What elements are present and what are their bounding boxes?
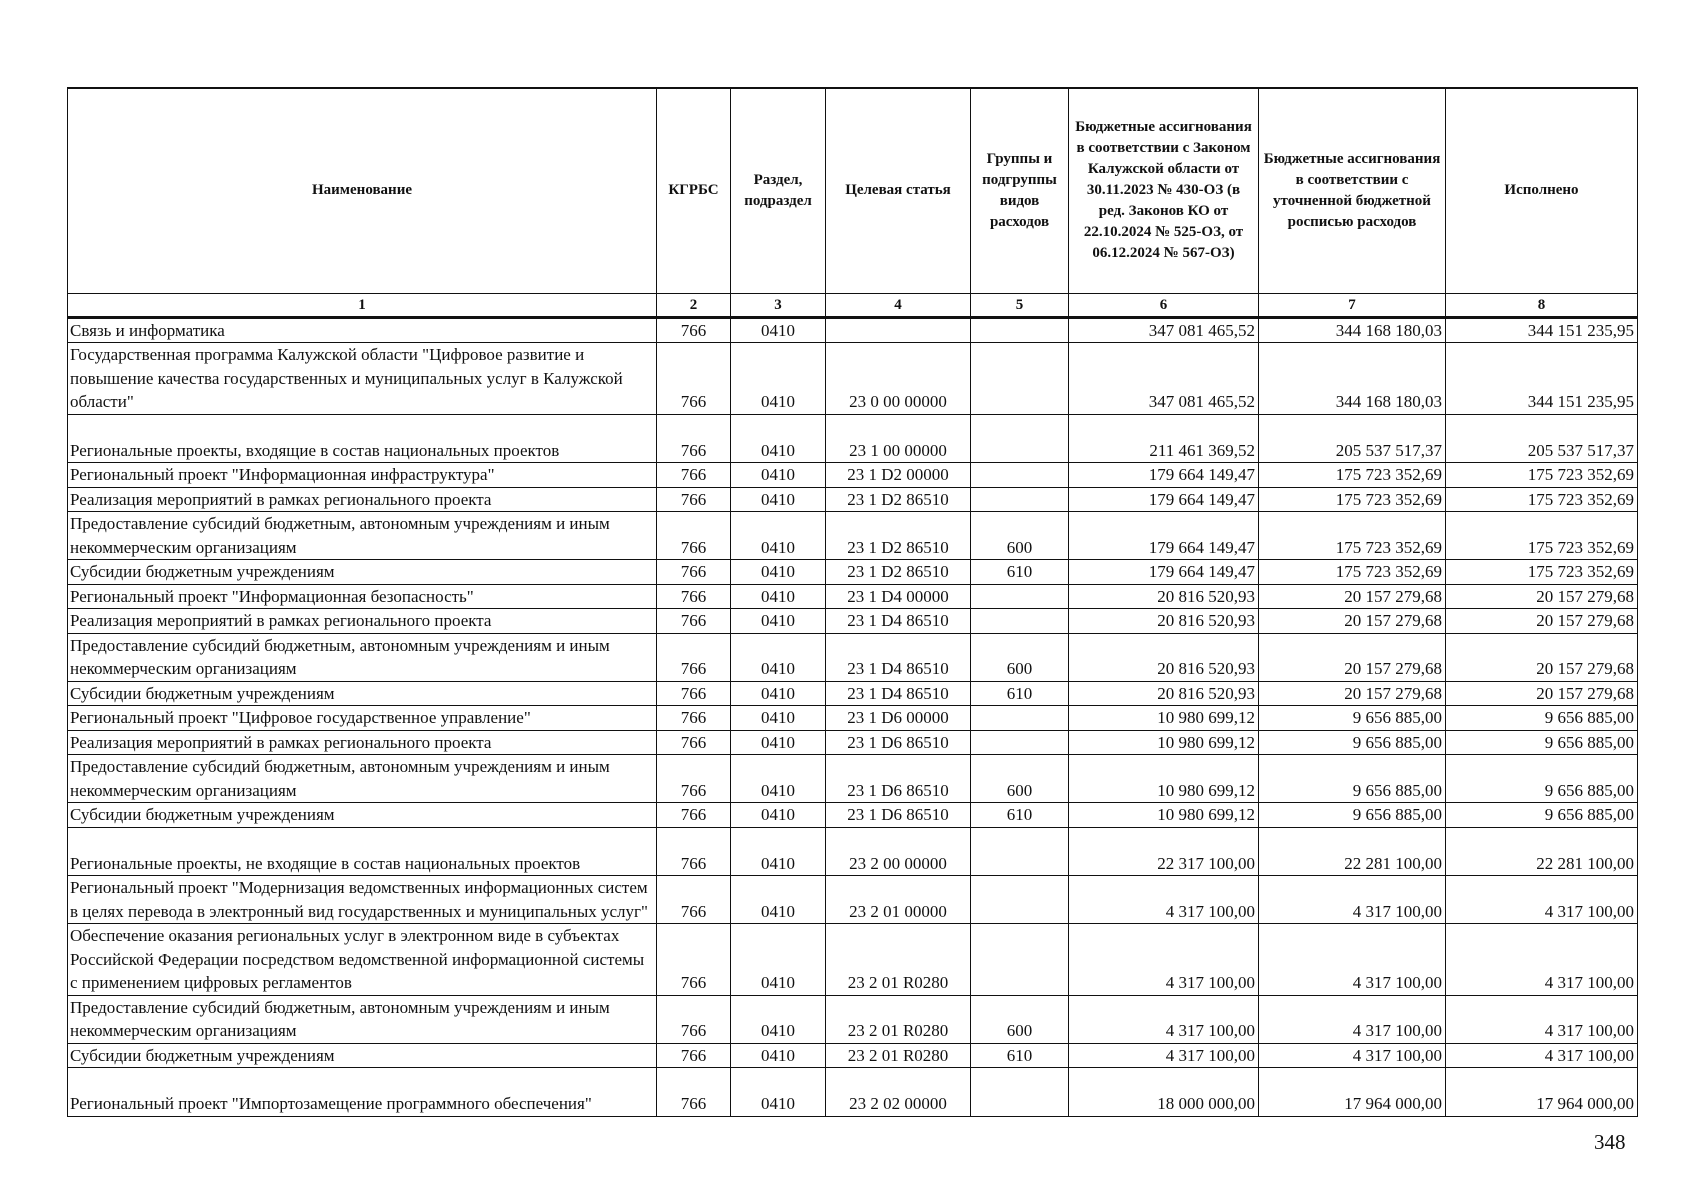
row-refined-amount-cell: 4 317 100,00 xyxy=(1259,995,1446,1043)
row-target-article-cell: 23 1 D6 86510 xyxy=(826,730,971,755)
row-refined-amount-cell: 4 317 100,00 xyxy=(1259,924,1446,996)
row-target-article-cell: 23 1 D6 86510 xyxy=(826,803,971,828)
row-expense-group-cell xyxy=(971,414,1069,463)
row-law-amount-cell: 10 980 699,12 xyxy=(1069,755,1259,803)
row-target-article-cell: 23 1 D4 86510 xyxy=(826,633,971,681)
row-kgrbs-cell: 766 xyxy=(657,803,731,828)
row-refined-amount-cell: 4 317 100,00 xyxy=(1259,876,1446,924)
row-razdel-cell: 0410 xyxy=(731,1043,826,1068)
row-refined-amount-cell: 20 157 279,68 xyxy=(1259,633,1446,681)
row-name-cell: Предоставление субсидий бюджетным, автономным учреждениям и иным некоммерческим организациям xyxy=(68,512,657,560)
row-razdel-cell: 0410 xyxy=(731,827,826,876)
row-executed-amount-cell: 9 656 885,00 xyxy=(1446,706,1638,731)
row-razdel-cell: 0410 xyxy=(731,924,826,996)
row-kgrbs-cell: 766 xyxy=(657,560,731,585)
row-law-amount-cell: 211 461 369,52 xyxy=(1069,414,1259,463)
row-expense-group-cell xyxy=(971,609,1069,634)
table-row xyxy=(68,487,1638,512)
row-kgrbs-cell: 766 xyxy=(657,487,731,512)
col-number: 3 xyxy=(731,293,826,317)
row-razdel-cell: 0410 xyxy=(731,755,826,803)
row-law-amount-cell: 179 664 149,47 xyxy=(1069,487,1259,512)
row-kgrbs-cell: 766 xyxy=(657,924,731,996)
col-number: 5 xyxy=(971,293,1069,317)
row-target-article-cell: 23 2 02 00000 xyxy=(826,1068,971,1117)
row-law-amount-cell: 10 980 699,12 xyxy=(1069,730,1259,755)
row-target-article-cell: 23 1 D4 86510 xyxy=(826,681,971,706)
row-name-cell: Региональный проект "Информационная инфраструктура" xyxy=(68,463,657,488)
row-kgrbs-cell: 766 xyxy=(657,584,731,609)
row-kgrbs-cell: 766 xyxy=(657,343,731,415)
row-razdel-cell: 0410 xyxy=(731,1068,826,1117)
table-row xyxy=(68,755,1638,803)
row-target-article-cell: 23 2 01 R0280 xyxy=(826,1043,971,1068)
table-row xyxy=(68,609,1638,634)
row-executed-amount-cell: 9 656 885,00 xyxy=(1446,803,1638,828)
col-number: 7 xyxy=(1259,293,1446,317)
page-number: 348 xyxy=(1594,1130,1626,1154)
row-razdel-cell: 0410 xyxy=(731,730,826,755)
row-target-article-cell: 23 2 00 00000 xyxy=(826,827,971,876)
row-refined-amount-cell: 9 656 885,00 xyxy=(1259,706,1446,731)
row-razdel-cell: 0410 xyxy=(731,487,826,512)
row-target-article-cell: 23 1 D2 00000 xyxy=(826,463,971,488)
row-target-article-cell: 23 2 01 00000 xyxy=(826,876,971,924)
table-body xyxy=(68,317,1638,1116)
row-expense-group-cell: 600 xyxy=(971,512,1069,560)
row-law-amount-cell: 10 980 699,12 xyxy=(1069,706,1259,731)
row-target-article-cell: 23 2 01 R0280 xyxy=(826,924,971,996)
col-header-kgrbs: КГРБС xyxy=(657,88,731,293)
row-law-amount-cell: 4 317 100,00 xyxy=(1069,876,1259,924)
row-name-cell: Обеспечение оказания региональных услуг в электронном виде в субъектах Российской Федерации посредством ведомственной информационной системы с применением цифровых регламентов xyxy=(68,924,657,996)
row-name-cell: Реализация мероприятий в рамках регионального проекта xyxy=(68,487,657,512)
row-executed-amount-cell: 175 723 352,69 xyxy=(1446,560,1638,585)
table-row xyxy=(68,343,1638,415)
row-razdel-cell: 0410 xyxy=(731,706,826,731)
col-header-target-article: Целевая статья xyxy=(826,88,971,293)
table-row xyxy=(68,730,1638,755)
row-law-amount-cell: 20 816 520,93 xyxy=(1069,609,1259,634)
row-refined-amount-cell: 175 723 352,69 xyxy=(1259,487,1446,512)
row-expense-group-cell: 610 xyxy=(971,803,1069,828)
document-page xyxy=(67,87,1637,1117)
row-expense-group-cell xyxy=(971,730,1069,755)
row-refined-amount-cell: 9 656 885,00 xyxy=(1259,730,1446,755)
row-razdel-cell: 0410 xyxy=(731,584,826,609)
row-name-cell: Региональный проект "Цифровое государственное управление" xyxy=(68,706,657,731)
row-law-amount-cell: 347 081 465,52 xyxy=(1069,317,1259,343)
row-name-cell: Субсидии бюджетным учреждениям xyxy=(68,681,657,706)
row-law-amount-cell: 22 317 100,00 xyxy=(1069,827,1259,876)
row-law-amount-cell: 20 816 520,93 xyxy=(1069,681,1259,706)
row-kgrbs-cell: 766 xyxy=(657,414,731,463)
row-expense-group-cell xyxy=(971,827,1069,876)
row-refined-amount-cell: 205 537 517,37 xyxy=(1259,414,1446,463)
row-law-amount-cell: 347 081 465,52 xyxy=(1069,343,1259,415)
row-expense-group-cell xyxy=(971,463,1069,488)
row-executed-amount-cell: 22 281 100,00 xyxy=(1446,827,1638,876)
row-name-cell: Реализация мероприятий в рамках регионального проекта xyxy=(68,609,657,634)
row-kgrbs-cell: 766 xyxy=(657,706,731,731)
row-razdel-cell: 0410 xyxy=(731,876,826,924)
table-row xyxy=(68,414,1638,463)
row-razdel-cell: 0410 xyxy=(731,609,826,634)
row-refined-amount-cell: 17 964 000,00 xyxy=(1259,1068,1446,1117)
row-refined-amount-cell: 175 723 352,69 xyxy=(1259,512,1446,560)
row-law-amount-cell: 20 816 520,93 xyxy=(1069,633,1259,681)
row-razdel-cell: 0410 xyxy=(731,803,826,828)
table-row xyxy=(68,463,1638,488)
row-kgrbs-cell: 766 xyxy=(657,1043,731,1068)
row-expense-group-cell xyxy=(971,487,1069,512)
row-expense-group-cell: 600 xyxy=(971,755,1069,803)
row-executed-amount-cell: 17 964 000,00 xyxy=(1446,1068,1638,1117)
row-target-article-cell: 23 1 D2 86510 xyxy=(826,487,971,512)
row-refined-amount-cell: 9 656 885,00 xyxy=(1259,803,1446,828)
row-target-article-cell: 23 2 01 R0280 xyxy=(826,995,971,1043)
col-header-refined-allocations: Бюджетные ассигнования в соответствии с уточненной бюджетной росписью расходов xyxy=(1259,88,1446,293)
row-kgrbs-cell: 766 xyxy=(657,609,731,634)
row-refined-amount-cell: 20 157 279,68 xyxy=(1259,681,1446,706)
col-number: 2 xyxy=(657,293,731,317)
row-kgrbs-cell: 766 xyxy=(657,633,731,681)
table-row xyxy=(68,512,1638,560)
row-executed-amount-cell: 20 157 279,68 xyxy=(1446,633,1638,681)
table-row xyxy=(68,584,1638,609)
row-executed-amount-cell: 4 317 100,00 xyxy=(1446,924,1638,996)
row-executed-amount-cell: 175 723 352,69 xyxy=(1446,487,1638,512)
row-executed-amount-cell: 20 157 279,68 xyxy=(1446,681,1638,706)
row-razdel-cell: 0410 xyxy=(731,512,826,560)
row-name-cell: Связь и информатика xyxy=(68,317,657,343)
table-row xyxy=(68,1043,1638,1068)
row-razdel-cell: 0410 xyxy=(731,463,826,488)
row-law-amount-cell: 10 980 699,12 xyxy=(1069,803,1259,828)
row-expense-group-cell: 610 xyxy=(971,560,1069,585)
row-razdel-cell: 0410 xyxy=(731,317,826,343)
row-name-cell: Региональный проект "Импортозамещение программного обеспечения" xyxy=(68,1068,657,1117)
row-target-article-cell: 23 1 D4 86510 xyxy=(826,609,971,634)
row-executed-amount-cell: 20 157 279,68 xyxy=(1446,584,1638,609)
table-row xyxy=(68,706,1638,731)
row-razdel-cell: 0410 xyxy=(731,343,826,415)
row-law-amount-cell: 4 317 100,00 xyxy=(1069,995,1259,1043)
row-expense-group-cell xyxy=(971,1068,1069,1117)
col-number: 6 xyxy=(1069,293,1259,317)
row-kgrbs-cell: 766 xyxy=(657,755,731,803)
row-kgrbs-cell: 766 xyxy=(657,681,731,706)
row-kgrbs-cell: 766 xyxy=(657,730,731,755)
row-name-cell: Предоставление субсидий бюджетным, автономным учреждениям и иным некоммерческим организациям xyxy=(68,755,657,803)
row-target-article-cell: 23 1 D2 86510 xyxy=(826,560,971,585)
row-target-article-cell: 23 0 00 00000 xyxy=(826,343,971,415)
row-law-amount-cell: 179 664 149,47 xyxy=(1069,463,1259,488)
row-kgrbs-cell: 766 xyxy=(657,1068,731,1117)
row-kgrbs-cell: 766 xyxy=(657,876,731,924)
row-law-amount-cell: 18 000 000,00 xyxy=(1069,1068,1259,1117)
col-number: 8 xyxy=(1446,293,1638,317)
row-executed-amount-cell: 20 157 279,68 xyxy=(1446,609,1638,634)
table-row xyxy=(68,995,1638,1043)
row-target-article-cell xyxy=(826,317,971,343)
row-target-article-cell: 23 1 D4 00000 xyxy=(826,584,971,609)
row-expense-group-cell xyxy=(971,876,1069,924)
row-refined-amount-cell: 20 157 279,68 xyxy=(1259,609,1446,634)
table-row xyxy=(68,681,1638,706)
row-target-article-cell: 23 1 D6 86510 xyxy=(826,755,971,803)
row-name-cell: Региональные проекты, входящие в состав национальных проектов xyxy=(68,414,657,463)
row-razdel-cell: 0410 xyxy=(731,414,826,463)
row-name-cell: Субсидии бюджетным учреждениям xyxy=(68,560,657,585)
row-refined-amount-cell: 22 281 100,00 xyxy=(1259,827,1446,876)
row-executed-amount-cell: 175 723 352,69 xyxy=(1446,463,1638,488)
row-name-cell: Региональный проект "Информационная безопасность" xyxy=(68,584,657,609)
row-target-article-cell: 23 1 00 00000 xyxy=(826,414,971,463)
row-executed-amount-cell: 344 151 235,95 xyxy=(1446,343,1638,415)
row-law-amount-cell: 20 816 520,93 xyxy=(1069,584,1259,609)
row-expense-group-cell: 600 xyxy=(971,633,1069,681)
table-row xyxy=(68,924,1638,996)
row-refined-amount-cell: 175 723 352,69 xyxy=(1259,560,1446,585)
row-refined-amount-cell: 20 157 279,68 xyxy=(1259,584,1446,609)
row-executed-amount-cell: 4 317 100,00 xyxy=(1446,995,1638,1043)
row-expense-group-cell: 610 xyxy=(971,1043,1069,1068)
row-expense-group-cell xyxy=(971,584,1069,609)
row-name-cell: Реализация мероприятий в рамках регионального проекта xyxy=(68,730,657,755)
col-header-name: Наименование xyxy=(68,88,657,293)
row-executed-amount-cell: 175 723 352,69 xyxy=(1446,512,1638,560)
row-kgrbs-cell: 766 xyxy=(657,512,731,560)
row-law-amount-cell: 179 664 149,47 xyxy=(1069,560,1259,585)
row-name-cell: Предоставление субсидий бюджетным, автономным учреждениям и иным некоммерческим организациям xyxy=(68,633,657,681)
row-executed-amount-cell: 344 151 235,95 xyxy=(1446,317,1638,343)
row-executed-amount-cell: 205 537 517,37 xyxy=(1446,414,1638,463)
table-row xyxy=(68,876,1638,924)
row-name-cell: Субсидии бюджетным учреждениям xyxy=(68,1043,657,1068)
row-executed-amount-cell: 4 317 100,00 xyxy=(1446,1043,1638,1068)
col-header-expense-groups: Группы и подгруппы видов расходов xyxy=(971,88,1069,293)
table-row xyxy=(68,827,1638,876)
col-header-law-allocations: Бюджетные ассигнования в соответствии с Законом Калужской области от 30.11.2023 № 430-ОЗ (в ред. Законов КО от 22.10.2024 № 525-ОЗ, от 06.12.2024 № 567-ОЗ) xyxy=(1069,88,1259,293)
col-header-razdel: Раздел, подраздел xyxy=(731,88,826,293)
row-law-amount-cell: 4 317 100,00 xyxy=(1069,924,1259,996)
row-refined-amount-cell: 344 168 180,03 xyxy=(1259,317,1446,343)
row-expense-group-cell: 600 xyxy=(971,995,1069,1043)
row-razdel-cell: 0410 xyxy=(731,560,826,585)
row-law-amount-cell: 179 664 149,47 xyxy=(1069,512,1259,560)
row-executed-amount-cell: 9 656 885,00 xyxy=(1446,755,1638,803)
row-refined-amount-cell: 175 723 352,69 xyxy=(1259,463,1446,488)
row-expense-group-cell xyxy=(971,706,1069,731)
row-kgrbs-cell: 766 xyxy=(657,827,731,876)
col-header-executed: Исполнено xyxy=(1446,88,1638,293)
row-kgrbs-cell: 766 xyxy=(657,463,731,488)
table-row xyxy=(68,803,1638,828)
row-target-article-cell: 23 1 D2 86510 xyxy=(826,512,971,560)
budget-table xyxy=(67,87,1638,1117)
row-kgrbs-cell: 766 xyxy=(657,995,731,1043)
row-expense-group-cell: 610 xyxy=(971,681,1069,706)
row-law-amount-cell: 4 317 100,00 xyxy=(1069,1043,1259,1068)
header-row xyxy=(68,88,1638,293)
row-razdel-cell: 0410 xyxy=(731,633,826,681)
row-expense-group-cell xyxy=(971,317,1069,343)
row-executed-amount-cell: 4 317 100,00 xyxy=(1446,876,1638,924)
table-row xyxy=(68,1068,1638,1117)
row-refined-amount-cell: 344 168 180,03 xyxy=(1259,343,1446,415)
table-row xyxy=(68,560,1638,585)
row-expense-group-cell xyxy=(971,924,1069,996)
row-kgrbs-cell: 766 xyxy=(657,317,731,343)
row-refined-amount-cell: 9 656 885,00 xyxy=(1259,755,1446,803)
row-name-cell: Региональные проекты, не входящие в состав национальных проектов xyxy=(68,827,657,876)
row-expense-group-cell xyxy=(971,343,1069,415)
row-razdel-cell: 0410 xyxy=(731,995,826,1043)
row-razdel-cell: 0410 xyxy=(731,681,826,706)
table-row xyxy=(68,317,1638,343)
table-row xyxy=(68,633,1638,681)
col-number: 4 xyxy=(826,293,971,317)
row-name-cell: Государственная программа Калужской области "Цифровое развитие и повышение качества государственных и муниципальных услуг в Калужской области" xyxy=(68,343,657,415)
row-refined-amount-cell: 4 317 100,00 xyxy=(1259,1043,1446,1068)
column-number-row xyxy=(68,293,1638,317)
row-target-article-cell: 23 1 D6 00000 xyxy=(826,706,971,731)
row-name-cell: Предоставление субсидий бюджетным, автономным учреждениям и иным некоммерческим организациям xyxy=(68,995,657,1043)
row-executed-amount-cell: 9 656 885,00 xyxy=(1446,730,1638,755)
row-name-cell: Субсидии бюджетным учреждениям xyxy=(68,803,657,828)
row-name-cell: Региональный проект "Модернизация ведомственных информационных систем в целях перевода в электронный вид государственных и муниципальных услуг" xyxy=(68,876,657,924)
col-number: 1 xyxy=(68,293,657,317)
